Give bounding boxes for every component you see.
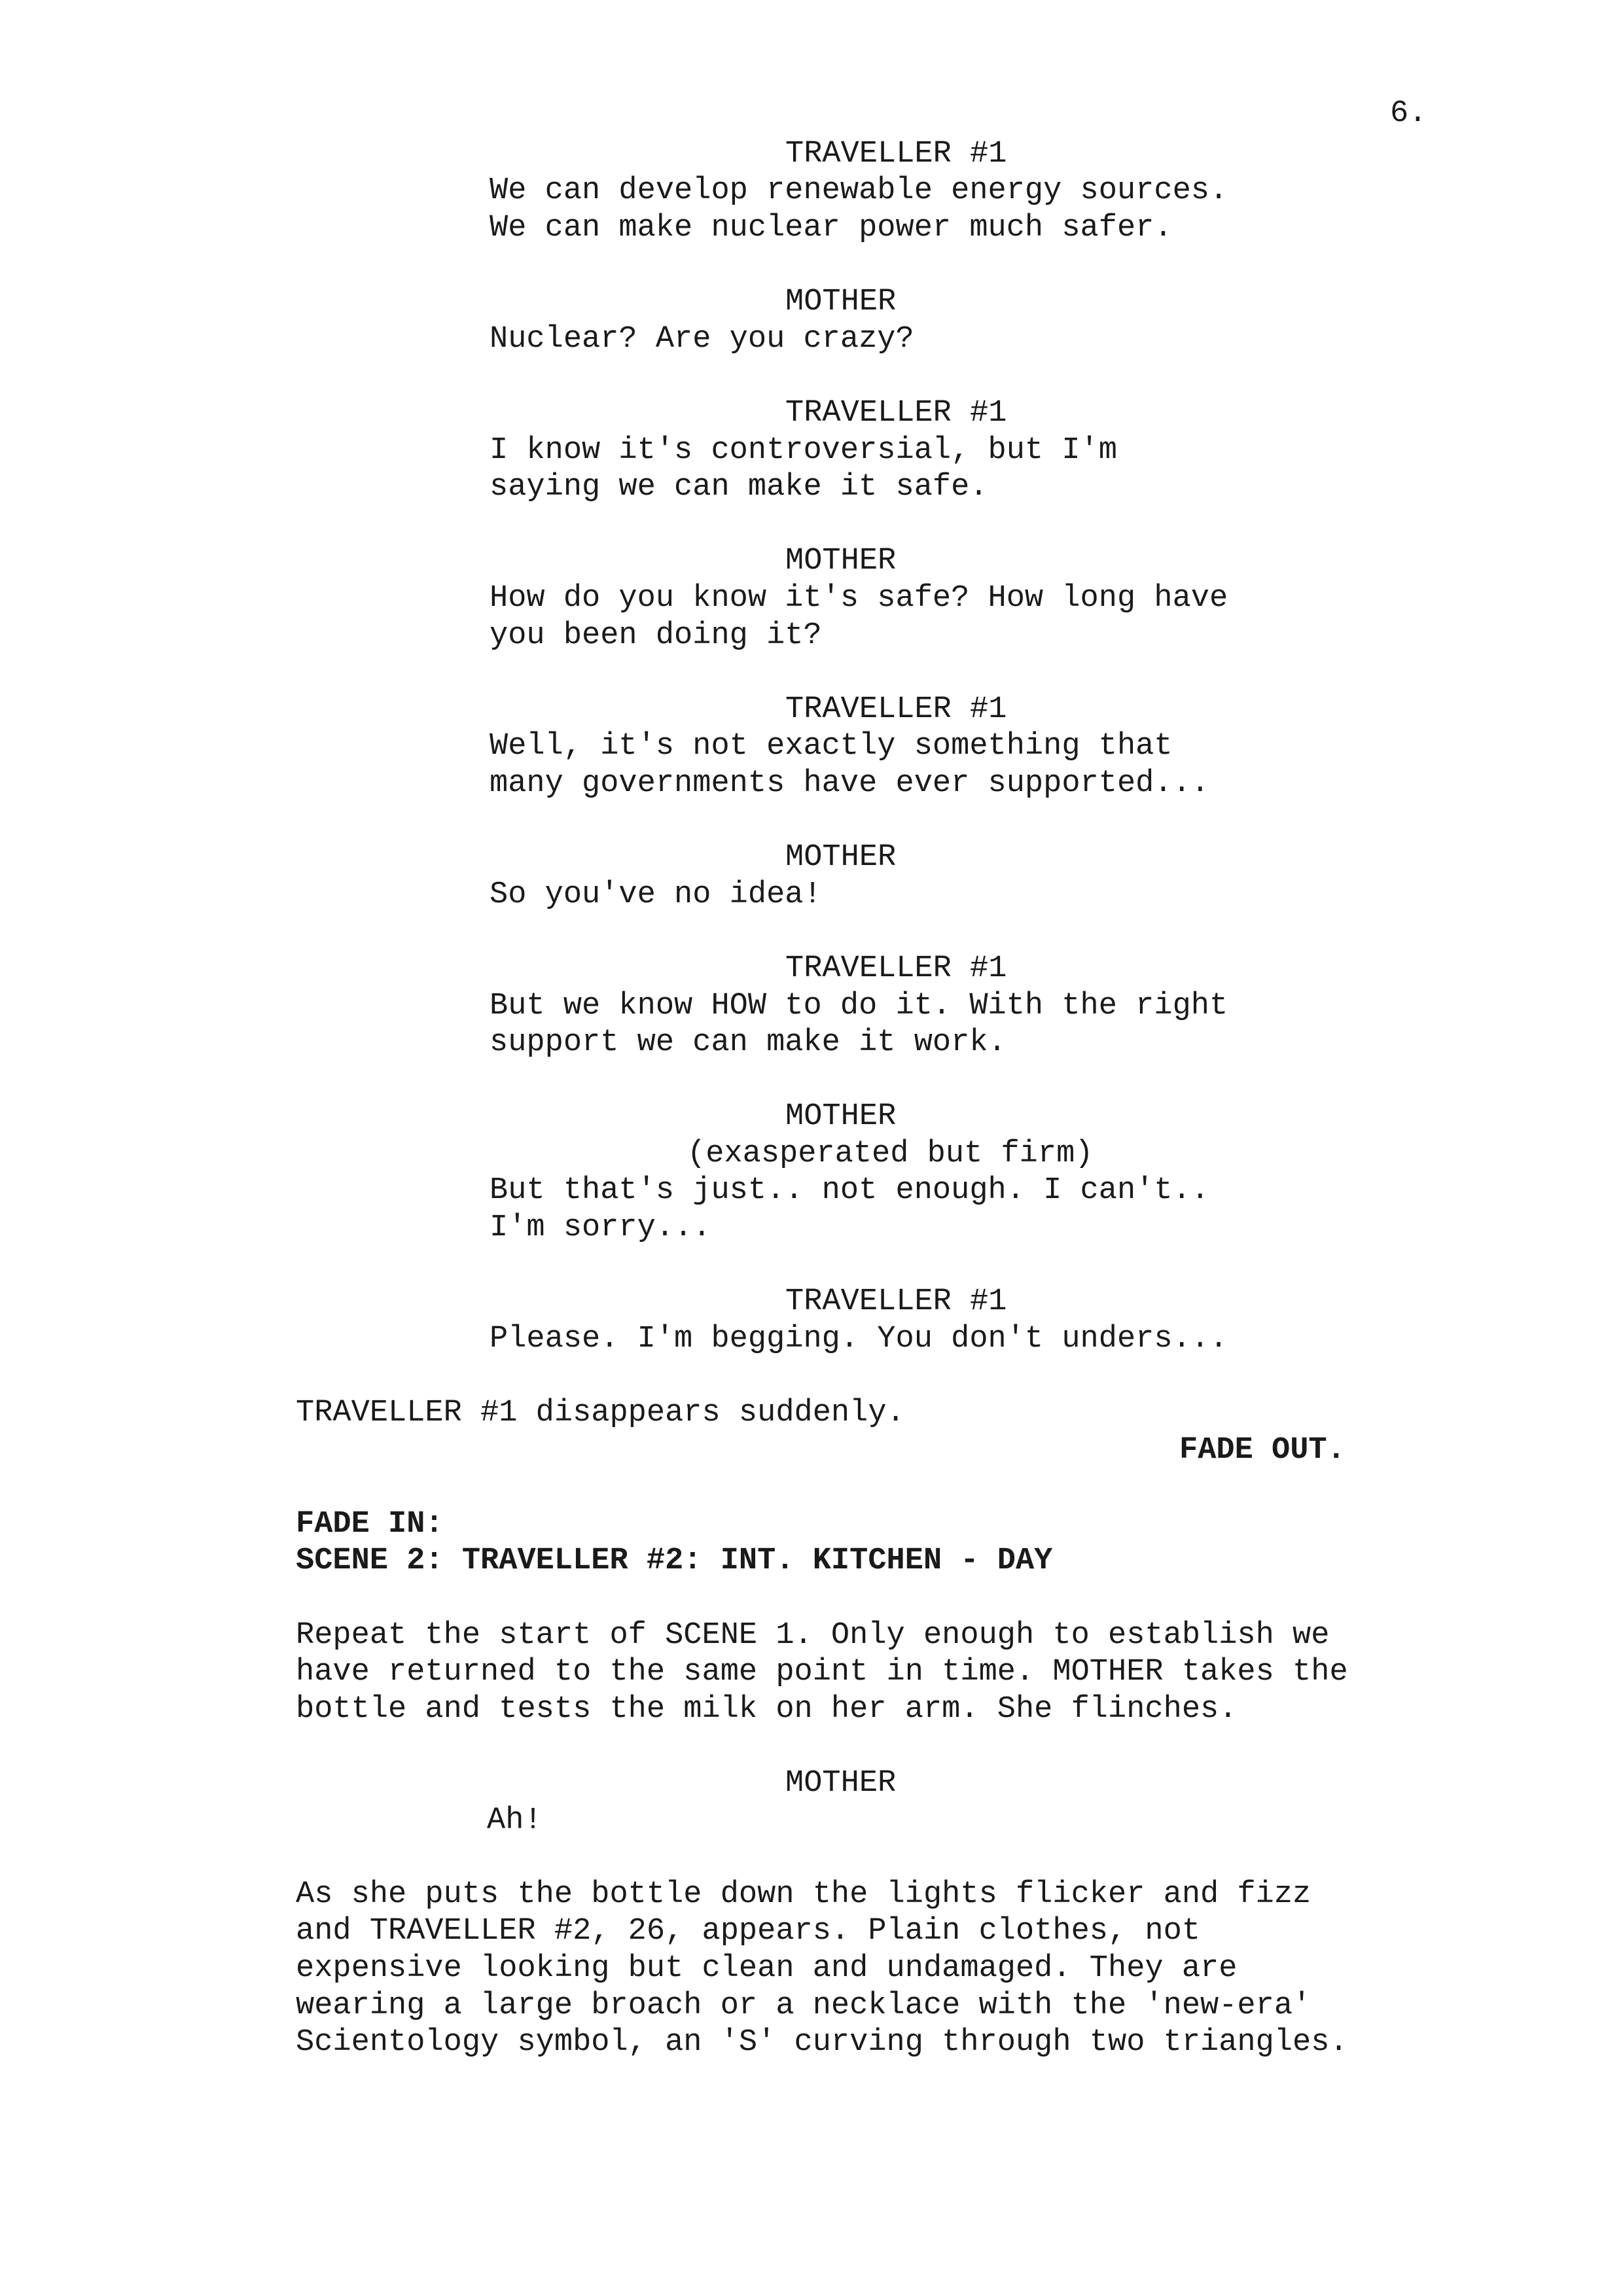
parenthetical: (exasperated but firm) <box>687 1137 1094 1171</box>
dialogue-line: Please. I'm begging. You don't unders... <box>490 1322 1228 1356</box>
dialogue-line: support we can make it work. <box>490 1025 1007 1060</box>
character-cue: MOTHER <box>785 840 897 875</box>
action-line: TRAVELLER #1 disappears suddenly. <box>296 1396 905 1430</box>
character-cue: MOTHER <box>785 544 897 578</box>
action-line: As she puts the bottle down the lights flicker and fizz <box>296 1877 1311 1912</box>
dialogue-line: Well, it's not exactly something that <box>490 729 1173 764</box>
dialogue-line: But we know HOW to do it. With the right <box>490 989 1228 1023</box>
character-cue: MOTHER <box>785 285 897 319</box>
character-cue: TRAVELLER #1 <box>785 951 1007 986</box>
character-cue: TRAVELLER #1 <box>785 692 1007 727</box>
page-number: 6. <box>1390 96 1427 131</box>
dialogue-line: I'm sorry... <box>490 1210 711 1245</box>
dialogue-line: Nuclear? Are you crazy? <box>490 322 914 357</box>
action-line: and TRAVELLER #2, 26, appears. Plain clothes, not <box>296 1914 1201 1949</box>
dialogue-line: We can make nuclear power much safer. <box>490 211 1173 245</box>
action-line: expensive looking but clean and undamaged. They are <box>296 1951 1238 1986</box>
action-line: have returned to the same point in time. MOTHER takes the <box>296 1655 1348 1689</box>
dialogue-line: But that's just.. not enough. I can't.. <box>490 1173 1209 1208</box>
character-cue: TRAVELLER #1 <box>785 396 1007 431</box>
action-line: bottle and tests the milk on her arm. She flinches. <box>296 1692 1238 1727</box>
dialogue-line: We can develop renewable energy sources. <box>490 173 1228 208</box>
action-line: wearing a large broach or a necklace with the 'new-era' <box>296 1988 1311 2023</box>
dialogue-line: I know it's controversial, but I'm <box>490 433 1117 468</box>
character-cue: MOTHER <box>785 1766 897 1801</box>
dialogue-line: many governments have ever supported... <box>490 766 1209 801</box>
dialogue-line: you been doing it? <box>490 618 822 653</box>
character-cue: MOTHER <box>785 1099 897 1134</box>
action-line: Scientology symbol, an 'S' curving through two triangles. <box>296 2025 1348 2060</box>
dialogue-line: Ah! <box>487 1803 543 1838</box>
dialogue-line: How do you know it's safe? How long have <box>490 581 1228 616</box>
scene-heading: SCENE 2: TRAVELLER #2: INT. KITCHEN - DAY <box>296 1544 1053 1578</box>
dialogue-line: saying we can make it safe. <box>490 470 988 504</box>
character-cue: TRAVELLER #1 <box>785 1284 1007 1319</box>
character-cue: TRAVELLER #1 <box>785 137 1007 171</box>
dialogue-line: So you've no idea! <box>490 877 822 912</box>
action-line: Repeat the start of SCENE 1. Only enough to establish we <box>296 1618 1330 1653</box>
transition-fade-in: FADE IN: <box>296 1507 444 1542</box>
transition-fade-out: FADE OUT. <box>1179 1433 1346 1468</box>
